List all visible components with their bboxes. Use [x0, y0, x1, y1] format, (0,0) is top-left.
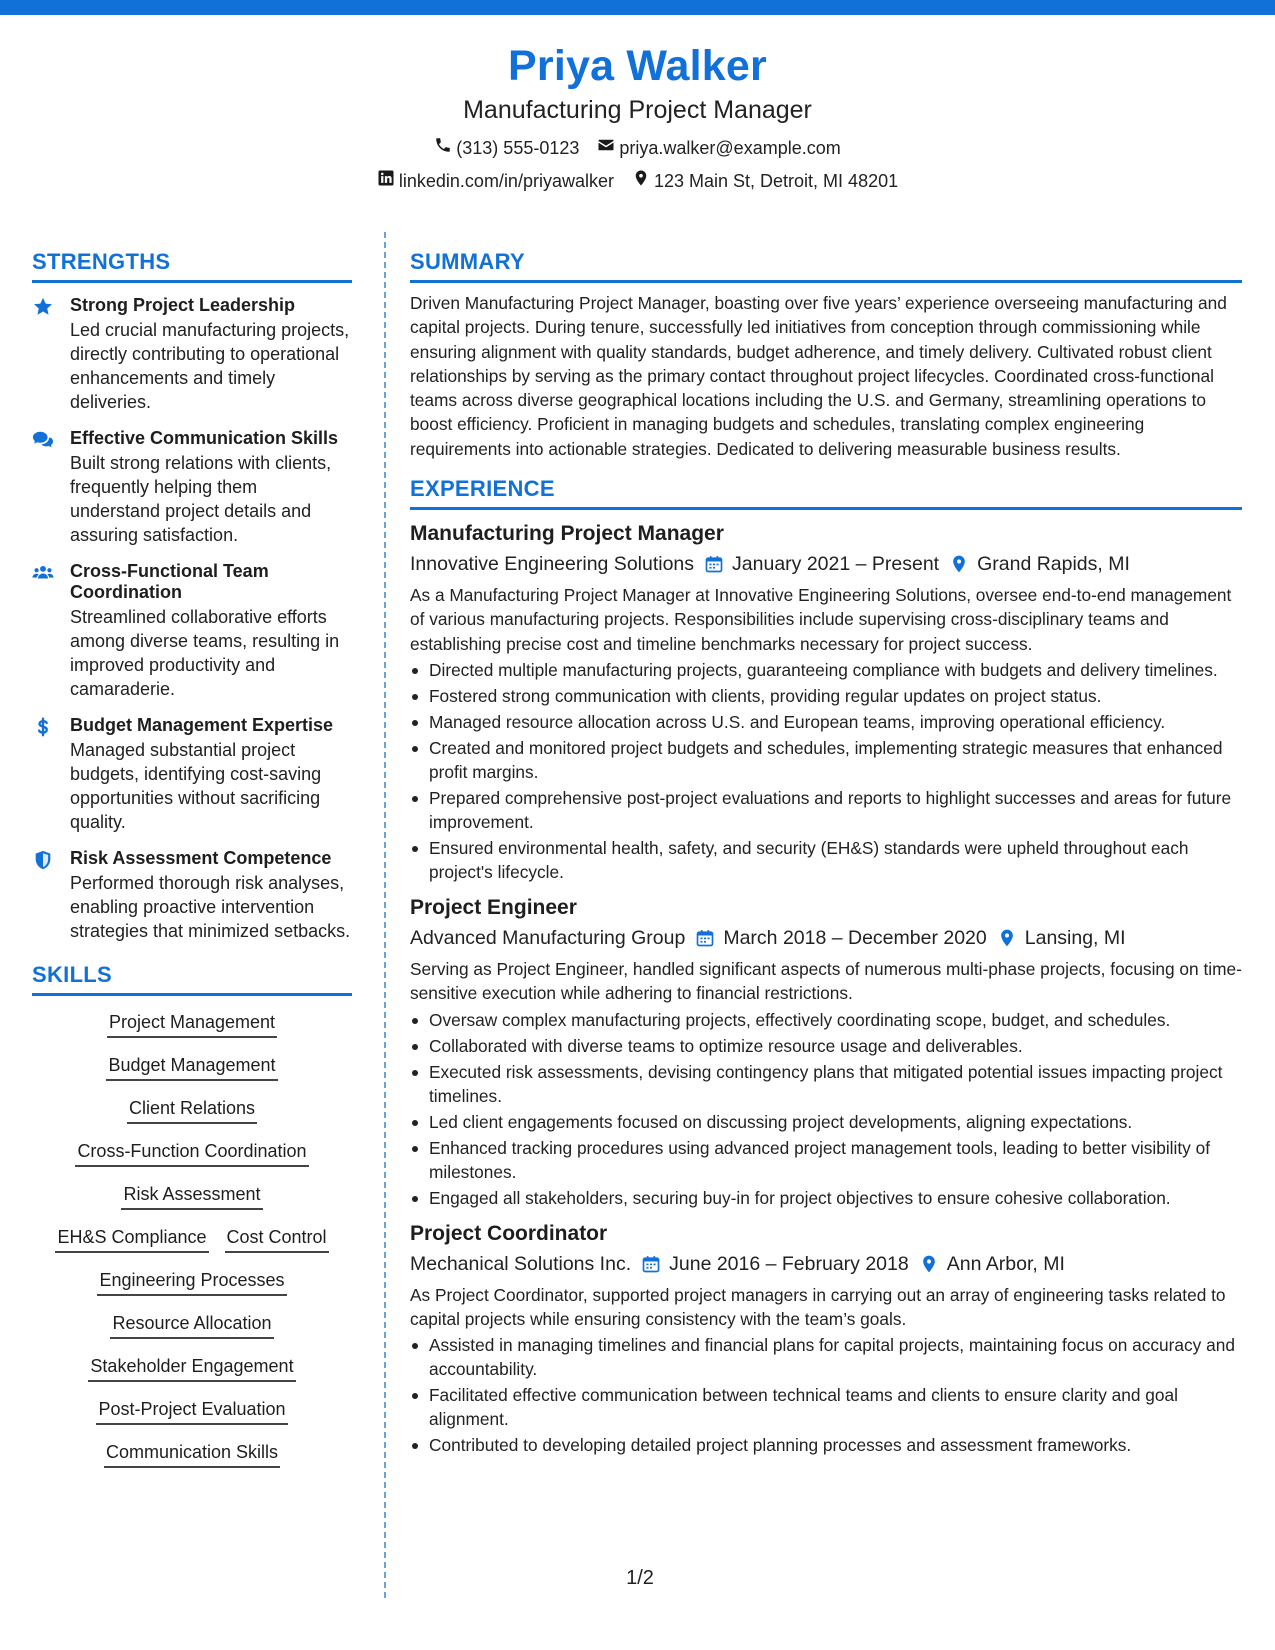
skill-row — [121, 1182, 262, 1210]
strength-item — [32, 428, 352, 547]
calendar-icon — [641, 1254, 661, 1274]
job-dates: June 2016 – February 2018 — [669, 1252, 909, 1275]
star-icon — [32, 295, 56, 414]
job-location: Ann Arbor, MI — [946, 1252, 1065, 1275]
job-company: Advanced Manufacturing Group — [410, 926, 686, 949]
skill-row — [107, 1010, 277, 1038]
email-address: priya.walker@example.com — [619, 137, 841, 158]
job-description: As Project Coordinator, supported project managers in carrying out an array of engineering tasks related to capital projects while ensuring consistency with the team’s goals. — [410, 1284, 1226, 1329]
address-text: 123 Main St, Detroit, MI 48201 — [653, 170, 899, 191]
contact-phone — [434, 136, 579, 159]
strength-title: Effective Communication Skills — [70, 428, 339, 448]
job-location: Grand Rapids, MI — [977, 553, 1130, 576]
resume-header — [0, 40, 1275, 192]
list-item: Created and monitored project budgets and schedules, implementing strategic measures that enhanced profit margins. — [410, 736, 1242, 784]
job-dates: January 2021 – Present — [732, 553, 940, 576]
job-description: As a Manufacturing Project Manager at Innovative Engineering Solutions, oversee end-to-end management of various manufacturing projects. Responsibilities include supervising cross-disciplinary teams and establishing precise cost and timeline benchmarks necessary for project success. — [410, 585, 1232, 654]
comments-icon — [32, 428, 56, 547]
job-meta — [410, 923, 1242, 953]
summary-heading: SUMMARY — [410, 248, 1242, 283]
skill-row — [110, 1311, 273, 1339]
job-company: Mechanical Solutions Inc. — [410, 1252, 632, 1275]
job-location: Lansing, MI — [1024, 926, 1126, 949]
skill-tag: Client Relations — [127, 1096, 257, 1124]
linkedin-url: linkedin.com/in/priyawalker — [398, 170, 614, 191]
job-entry — [410, 1220, 1242, 1458]
strengths-list — [32, 295, 352, 943]
strength-title: Budget Management Expertise — [70, 715, 334, 735]
strength-item — [32, 561, 352, 701]
job-dates: March 2018 – December 2020 — [723, 926, 987, 949]
column-divider — [384, 232, 386, 1598]
job-entry — [410, 894, 1242, 1210]
list-item: Contributed to developing detailed project planning processes and assessment frameworks. — [410, 1433, 1242, 1457]
strength-title: Cross-Functional Team Coordination — [70, 561, 269, 602]
strength-title: Risk Assessment Competence — [70, 848, 332, 868]
strength-item — [32, 295, 352, 414]
skill-tag: Risk Assessment — [121, 1182, 262, 1210]
skill-row — [55, 1225, 328, 1253]
skill-row — [127, 1096, 257, 1124]
map-pin-icon — [949, 554, 969, 574]
skill-tag: Resource Allocation — [110, 1311, 273, 1339]
list-item: Assisted in managing timelines and financial plans for capital projects, maintaining focus on accuracy and accountability. — [410, 1333, 1242, 1381]
contact-email — [597, 136, 840, 159]
list-item: Oversaw complex manufacturing projects, effectively coordinating scope, budget, and schedules. — [410, 1008, 1242, 1032]
left-column — [32, 248, 352, 1483]
skill-tag: Budget Management — [106, 1053, 277, 1081]
contact-row-secondary — [0, 169, 1275, 192]
list-item: Collaborated with diverse teams to optimize resource usage and deliverables. — [410, 1034, 1242, 1058]
list-item: Enhanced tracking procedures using advanced project management tools, leading to better visibility of milestones. — [410, 1136, 1242, 1184]
list-item: Prepared comprehensive post-project evaluations and reports to highlight successes and areas for future improvement. — [410, 786, 1242, 834]
list-item: Directed multiple manufacturing projects, guaranteeing compliance with budgets and delivery timelines. — [410, 658, 1242, 682]
skill-tag: Cost Control — [225, 1225, 329, 1253]
skill-tag: Communication Skills — [104, 1440, 280, 1468]
skill-row — [75, 1139, 308, 1167]
strength-desc: Performed thorough risk analyses, enabling proactive intervention strategies that minimized setbacks. — [70, 873, 351, 941]
calendar-icon — [695, 928, 715, 948]
map-pin-icon — [632, 169, 650, 192]
calendar-icon — [704, 554, 724, 574]
contact-address — [632, 169, 898, 192]
phone-icon — [434, 136, 452, 159]
job-bullets — [410, 1008, 1242, 1210]
job-title: Project Coordinator — [410, 1221, 608, 1245]
job-company: Innovative Engineering Solutions — [410, 553, 695, 576]
skill-tag: EH&S Compliance — [55, 1225, 208, 1253]
experience-heading: EXPERIENCE — [410, 475, 1242, 510]
skills-section — [32, 961, 352, 1483]
list-item: Ensured environmental health, safety, and security (EH&S) standards were upheld throughout each project's lifecycle. — [410, 836, 1242, 884]
strength-item — [32, 715, 352, 834]
job-title: Project Engineer — [410, 895, 577, 919]
skill-tag: Project Management — [107, 1010, 277, 1038]
list-item: Engaged all stakeholders, securing buy-in for project objectives to ensure cohesive collaboration. — [410, 1186, 1242, 1210]
top-accent-bar — [0, 0, 1275, 15]
users-icon — [32, 561, 56, 701]
experience-section — [410, 475, 1242, 1457]
job-meta — [410, 1249, 1242, 1279]
job-description: Serving as Project Engineer, handled significant aspects of numerous multi-phase projects, focusing on time-sensitive execution while adhering to financial restrictions. — [410, 958, 1242, 1004]
page-number: 1/2 — [626, 1567, 654, 1589]
list-item: Managed resource allocation across U.S. and European teams, improving operational efficiency. — [410, 710, 1242, 734]
contact-linkedin — [377, 169, 614, 192]
list-item: Fostered strong communication with clients, providing regular updates on project status. — [410, 684, 1242, 708]
contact-row-primary — [0, 136, 1275, 159]
strength-title: Strong Project Leadership — [70, 295, 296, 315]
skill-tag: Engineering Processes — [97, 1268, 286, 1296]
candidate-title: Manufacturing Project Manager — [463, 96, 812, 124]
candidate-name: Priya Walker — [508, 42, 767, 90]
strength-desc: Built strong relations with clients, frequently helping them understand project details and assuring satisfaction. — [70, 453, 332, 545]
job-title: Manufacturing Project Manager — [410, 522, 724, 546]
job-bullets — [410, 1333, 1242, 1457]
list-item: Led client engagements focused on discussing project developments, aligning expectations. — [410, 1110, 1242, 1134]
job-bullets — [410, 658, 1242, 884]
envelope-icon — [597, 136, 615, 159]
job-entry — [410, 520, 1242, 884]
skill-tag: Cross-Function Coordination — [75, 1139, 308, 1167]
phone-number: (313) 555-0123 — [456, 137, 580, 158]
strength-desc: Led crucial manufacturing projects, directly contributing to operational enhancements and timely deliveries. — [70, 320, 350, 412]
skill-tag: Stakeholder Engagement — [88, 1354, 295, 1382]
skill-row — [96, 1397, 287, 1425]
map-pin-icon — [997, 928, 1017, 948]
dollar-icon — [32, 715, 56, 834]
skill-tag: Post-Project Evaluation — [96, 1397, 287, 1425]
linkedin-icon — [377, 169, 395, 192]
skill-row — [97, 1268, 286, 1296]
skills-heading: SKILLS — [32, 961, 352, 996]
strength-item — [32, 848, 352, 943]
skill-row — [106, 1053, 277, 1081]
list-item: Facilitated effective communication between technical teams and clients to ensure clarity and goal alignment. — [410, 1383, 1242, 1431]
skills-list — [32, 1010, 352, 1483]
strength-desc: Streamlined collaborative efforts among diverse teams, resulting in improved productivity and camaraderie. — [70, 607, 340, 699]
strength-desc: Managed substantial project budgets, identifying cost-saving opportunities without sacrificing quality. — [70, 740, 322, 832]
summary-text: Driven Manufacturing Project Manager, boasting over five years’ experience overseeing manufacturing and capital projects. During tenure, successfully led initiatives from conception through commissioning while ensuring alignment with quality standards, budget adherence, and timely delivery. Cultivated robust client relationships by serving as the primary contact throughout project lifecycles. Coordinated cross-functional teams across diverse geographical locations including the U.S. and Germany, streamlining operations to boost efficiency. Proficient in managing budgets and schedules, translating complex engineering requirements into actionable strategies. Dedicated to delivering measurable business results. — [410, 293, 1227, 459]
strengths-heading: STRENGTHS — [32, 248, 352, 283]
shield-icon — [32, 848, 56, 943]
skill-row — [88, 1354, 295, 1382]
list-item: Executed risk assessments, devising contingency plans that mitigated potential issues impacting project timelines. — [410, 1060, 1242, 1108]
skill-row — [104, 1440, 280, 1468]
job-meta — [410, 549, 1242, 579]
right-column — [410, 248, 1242, 1459]
map-pin-icon — [919, 1254, 939, 1274]
